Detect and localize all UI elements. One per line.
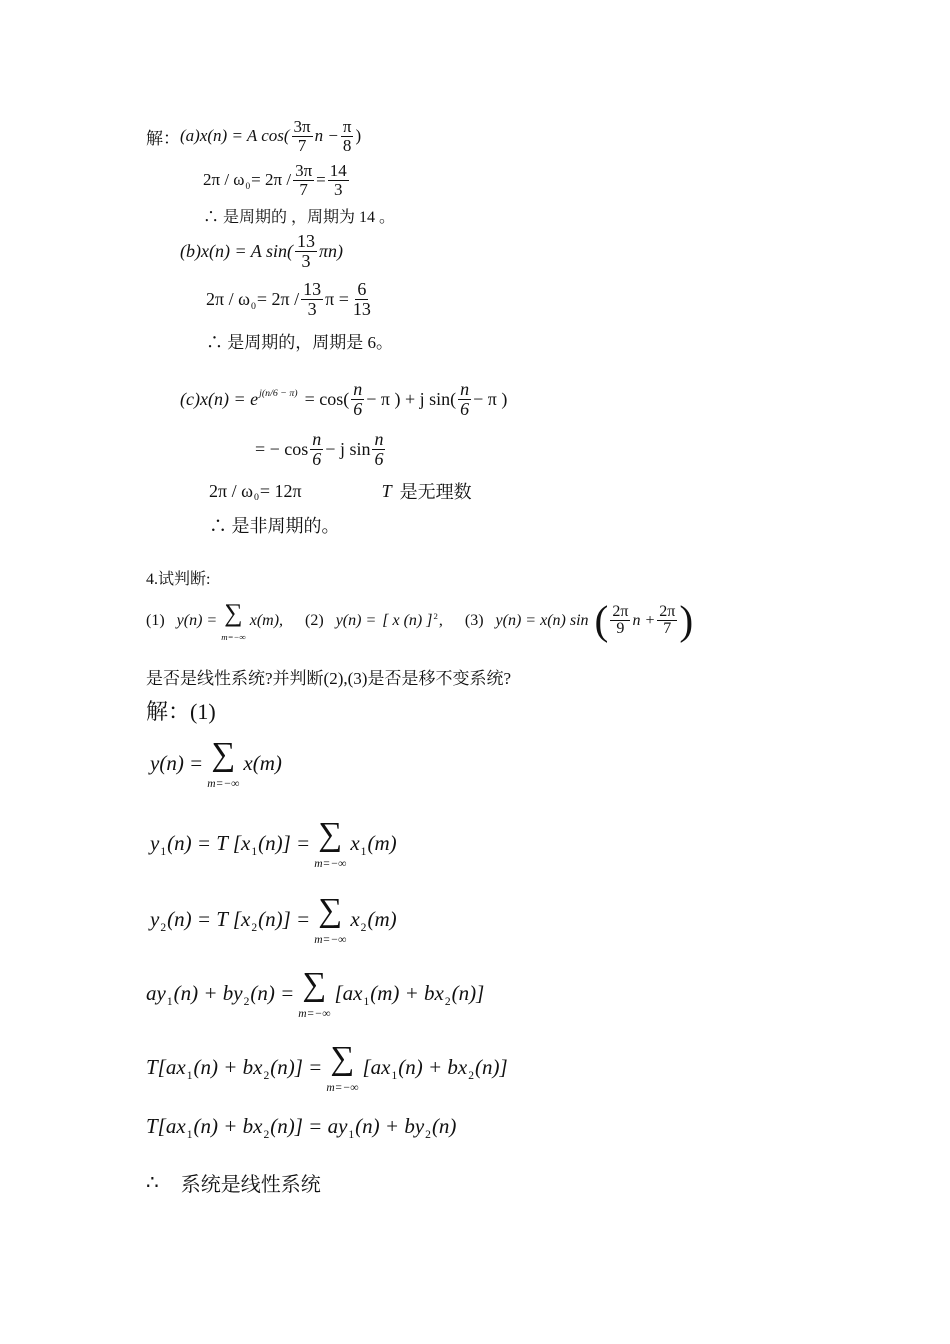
- l1-rhs: x(m): [243, 751, 282, 776]
- l6-b: (n)] = ay: [270, 1114, 348, 1138]
- l5-sum: ∑ m=−∞: [326, 1040, 359, 1094]
- b-conclusion: ∴ 是周期的，周期是 6。: [206, 333, 393, 352]
- l3-mid2: (n)] =: [258, 907, 311, 932]
- q4-square-exp: 2: [433, 610, 438, 621]
- c-frac4: $\frac{n}{6}$: [374, 429, 384, 469]
- c-frac1: $\frac{n}{6}$: [353, 379, 363, 419]
- l5-b: (n)] =: [270, 1055, 323, 1080]
- l5-rhs3: (n)]: [475, 1055, 508, 1080]
- a-mid: n −: [314, 126, 339, 146]
- q4-nplus: n +: [632, 611, 656, 629]
- a-close: ): [355, 126, 362, 146]
- l2-rhs: x: [350, 831, 360, 856]
- l6-lhs: T[ax: [146, 1114, 186, 1138]
- b-result: $\frac{6}{13}$: [352, 279, 371, 319]
- sol-b-period: [206, 280, 375, 319]
- c-T: T: [381, 480, 392, 501]
- c-tail: − π ): [473, 388, 508, 409]
- sol2-line6: T[ax 1 (n) + bx 2 (n)] = ay 1 (n) + by 2 (n): [146, 1114, 457, 1141]
- therefore-symbol: ∴: [146, 1172, 159, 1194]
- l4-a: (n) + by: [173, 981, 243, 1006]
- q4-p2: (2): [305, 611, 324, 629]
- sol-b-eq: [180, 232, 343, 271]
- b-lhs: x(n) = A sin(: [201, 240, 293, 261]
- l4-lhs: ay: [146, 981, 166, 1006]
- q4-y3: y(n) = x(n) sin: [495, 611, 589, 629]
- l2-mid2: (n)] =: [258, 831, 311, 856]
- l6-c: (n) + by: [355, 1114, 425, 1138]
- b-tail: πn): [318, 240, 343, 261]
- l5-a: (n) + bx: [193, 1055, 263, 1080]
- l3-mid: (n) = T [x: [167, 907, 251, 932]
- q4-frac1: $\frac{2\pi}{9}$: [612, 602, 629, 638]
- l1-sum: ∑ m=−∞: [207, 736, 240, 790]
- a-frac1: $\frac{3\pi}{7}$: [293, 117, 311, 155]
- c-mid: − π ) + j sin(: [366, 388, 457, 409]
- sol2-title: 解：(1): [146, 699, 216, 724]
- a-pfrac: $\frac{3\pi}{7}$: [295, 161, 313, 199]
- c-line2-b: − j sin: [325, 438, 371, 459]
- c-frac2: $\frac{n}{6}$: [460, 379, 470, 419]
- l4-rhs2: (m) + bx: [370, 981, 444, 1006]
- l6-a: (n) + bx: [193, 1114, 263, 1138]
- a-conclusion: ∴ 是周期的 ，周期为 14 。: [203, 209, 396, 226]
- b-pi: π =: [325, 288, 349, 309]
- l4-rhs3: (n)]: [451, 981, 485, 1006]
- q4-p3: (3): [464, 611, 484, 629]
- l5-rhs1: [ax: [362, 1055, 391, 1080]
- q4-y2: y(n) =: [335, 611, 377, 629]
- q4-systems: (1) y(n) = ∑ m=−∞ x(m), (2) y(n) = [ x (n) ] 2 , (3) y(n) = x(n) sin ( $\frac{2\pi}{9}$ n + $\frac{2\pi}{7}$ ): [146, 597, 694, 643]
- q4-p1: (1): [146, 611, 165, 629]
- l5-lhs: T[ax: [146, 1055, 186, 1080]
- part-c-label: (c): [180, 388, 200, 409]
- l1-lhs: y(n) =: [150, 751, 204, 776]
- omega-sub: 0: [245, 181, 251, 192]
- sol2-line2: y 1 (n) = T [x 1 (n)] = ∑ m=−∞ x 1 (m): [150, 816, 397, 870]
- a-eq: =: [316, 170, 326, 190]
- sol-c-line2: [255, 430, 387, 469]
- c-line2-a: = − cos: [255, 438, 309, 459]
- b-frac: $\frac{13}{3}$: [296, 231, 315, 271]
- l4-sum: ∑ m=−∞: [298, 966, 331, 1020]
- b-period-lhs: 2π / ω: [206, 288, 250, 309]
- l4-rhs1: [ax: [334, 981, 363, 1006]
- l3-rhs2: (m): [367, 907, 397, 932]
- sol-a-eq: [146, 118, 361, 155]
- q4-xm: x(m),: [249, 611, 284, 629]
- l2-sum: ∑ m=−∞: [314, 816, 347, 870]
- q4-y1: y(n) =: [176, 611, 218, 629]
- sol-c-period: [209, 478, 472, 504]
- c-eq1: = cos(: [304, 388, 350, 409]
- sol-c-eq: [180, 380, 507, 419]
- l3-rhs: x: [350, 907, 360, 932]
- a-result: $\frac{14}{3}$: [329, 161, 347, 199]
- c-conclusion: ∴ 是非周期的。: [209, 516, 340, 536]
- l2-rhs2: (m): [367, 831, 397, 856]
- q4-sum: ∑ m=−∞: [221, 598, 246, 642]
- omega-sub-b: 0: [250, 300, 256, 312]
- q4-square: [ x (n) ]: [382, 611, 433, 629]
- sol2-line5: T[ax 1 (n) + bx 2 (n)] = ∑ m=−∞ [ax 1 (n) + bx 2 (n)]: [146, 1040, 508, 1094]
- c-exp: j(n/6 − π): [259, 387, 298, 399]
- l3-sum: ∑ m=−∞: [314, 892, 347, 946]
- sol2-line1: [150, 738, 282, 790]
- b-pfrac: $\frac{13}{3}$: [303, 279, 322, 319]
- a-lhs: x(n) = A cos(: [199, 126, 290, 146]
- q4-frac2: $\frac{2\pi}{7}$: [659, 602, 676, 638]
- l5-rhs2: (n) + bx: [398, 1055, 468, 1080]
- l3-y: y: [150, 907, 160, 932]
- sol2-line4: ay 1 (n) + by 2 (n) = ∑ m=−∞ [ax 1 (m) + bx 2 (n)]: [146, 966, 485, 1020]
- l2-y: y: [150, 831, 160, 856]
- a-period-eq: = 2π /: [251, 170, 292, 190]
- c-irrational: 是无理数: [399, 482, 472, 502]
- omega-sub-c: 0: [253, 492, 259, 504]
- sol2-conclusion: [146, 1168, 321, 1197]
- c-period-lhs: 2π / ω: [209, 480, 253, 501]
- a-period-lhs: 2π / ω: [203, 170, 245, 190]
- l6-d: (n): [431, 1114, 457, 1138]
- sol-a-period: [203, 162, 351, 199]
- l2-mid: (n) = T [x: [167, 831, 251, 856]
- conclusion-text: 系统是线性系统: [180, 1174, 321, 1196]
- part-b-label: (b): [180, 240, 201, 261]
- c-frac3: $\frac{n}{6}$: [312, 429, 322, 469]
- c-lhs: x(n) = e: [199, 388, 259, 409]
- sol2-line3: y 2 (n) = T [x 2 (n)] = ∑ m=−∞ x 2 (m): [150, 892, 397, 946]
- part-a-label: (a): [180, 126, 200, 146]
- c-period-eq: = 12π: [259, 480, 302, 501]
- l4-b: (n) =: [250, 981, 295, 1006]
- q4-comma: ,: [438, 611, 443, 629]
- b-period-eq: = 2π /: [256, 288, 300, 309]
- jie-label: 解：: [146, 128, 180, 148]
- q4-title: 4.试判断:: [146, 571, 211, 588]
- q4-question: 是否是线性系统?并判断(2),(3)是否是移不变系统?: [146, 669, 511, 688]
- a-frac2: $\frac{\pi}{8}$: [342, 117, 352, 155]
